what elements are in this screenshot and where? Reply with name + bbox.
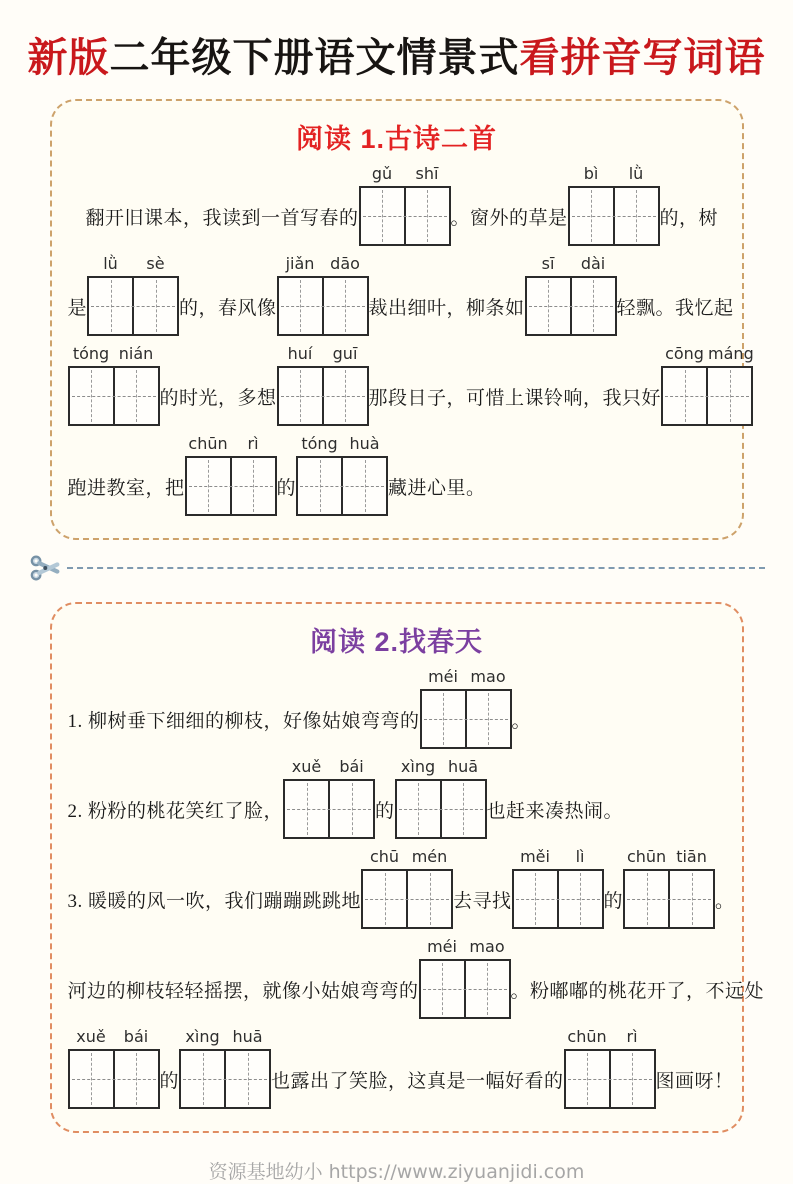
- sentence-text: 的: [159, 1070, 180, 1092]
- answer-box: [68, 344, 160, 426]
- answer-box: [68, 1027, 160, 1109]
- answer-cell[interactable]: [421, 961, 464, 1017]
- answer-cell-wrap: [465, 667, 510, 747]
- pinyin-label: xuě: [291, 757, 322, 776]
- pinyin-label: cōng: [665, 344, 704, 363]
- answer-cell[interactable]: [134, 278, 177, 334]
- pinyin-label: mao: [469, 937, 505, 956]
- pinyin-label: lì: [575, 847, 585, 866]
- section-2-title: 阅读 2.找春天: [309, 627, 484, 657]
- section-1-title: 阅读 1.古诗二首: [295, 124, 498, 154]
- section-reading-1: [50, 99, 754, 540]
- answer-cell-wrap: [613, 164, 658, 244]
- answer-cell-wrap: [322, 344, 367, 424]
- answer-cell-wrap: [464, 937, 509, 1017]
- answer-box: [525, 254, 617, 336]
- answer-cell[interactable]: [615, 188, 658, 244]
- answer-cell-wrap: [279, 254, 322, 334]
- answer-box: [277, 254, 369, 336]
- answer-cell[interactable]: [279, 278, 322, 334]
- answer-cell-wrap: [70, 344, 113, 424]
- worksheet-line: [67, 254, 734, 336]
- answer-box: [359, 164, 451, 246]
- worksheet-line: [68, 1027, 734, 1109]
- answer-box: [179, 1027, 271, 1109]
- answer-cell[interactable]: [70, 368, 113, 424]
- answer-box: [661, 344, 754, 426]
- answer-cell-wrap: [570, 254, 615, 334]
- answer-cell-wrap: [279, 344, 322, 424]
- answer-cell-wrap: [668, 847, 713, 927]
- scissors-icon: [29, 551, 63, 585]
- answer-cell-wrap: [663, 344, 706, 424]
- answer-cell-wrap: [224, 1027, 269, 1107]
- answer-cell-wrap: [132, 254, 177, 334]
- sentence-text: 也赶来凑热闹。: [486, 800, 624, 822]
- sentence-text: 裁出细叶，柳条如: [368, 297, 525, 319]
- pinyin-label: dāo: [330, 254, 360, 273]
- pinyin-label: méi: [427, 937, 457, 956]
- answer-cell-wrap: [404, 164, 449, 244]
- worksheet-line: [67, 434, 726, 516]
- cut-line: [29, 550, 765, 586]
- answer-cell[interactable]: [115, 368, 158, 424]
- answer-box: [277, 344, 369, 426]
- page-title: [0, 0, 793, 83]
- answer-cell-wrap: [113, 1027, 158, 1107]
- answer-cell[interactable]: [324, 278, 367, 334]
- answer-cell-wrap: [361, 164, 404, 244]
- answer-cell-wrap: [187, 434, 230, 514]
- answer-cell-wrap: [113, 344, 158, 424]
- sentence-text: 也露出了笑脸，这真是一幅好看的: [271, 1070, 564, 1092]
- answer-cell-wrap: [285, 757, 328, 837]
- sentence-text: 的，春风像: [179, 297, 277, 319]
- pinyin-label: nián: [118, 344, 154, 363]
- answer-box: [361, 847, 453, 929]
- worksheet-line: [67, 757, 726, 839]
- pinyin-label: tóng: [72, 344, 110, 363]
- answer-cell-wrap: [230, 434, 275, 514]
- sentence-text: 1. 柳树垂下细细的柳枝，好像姑娘弯弯的: [67, 710, 420, 732]
- pinyin-label: xuě: [76, 1027, 106, 1046]
- answer-box: [512, 847, 604, 929]
- pinyin-label: huà: [349, 434, 380, 453]
- answer-cell[interactable]: [298, 458, 341, 514]
- pinyin-label: máng: [708, 344, 754, 363]
- answer-cell[interactable]: [232, 458, 275, 514]
- answer-box: [419, 937, 511, 1019]
- answer-box: [623, 847, 715, 929]
- pinyin-label: méi: [428, 667, 458, 686]
- answer-cell[interactable]: [663, 368, 706, 424]
- sentence-text: 那段日子，可惜上课铃响，我只好: [368, 387, 662, 409]
- pinyin-label: tiān: [676, 847, 707, 866]
- answer-cell[interactable]: [566, 1051, 609, 1107]
- answer-box: [564, 1027, 656, 1109]
- sentence-text: 去寻找: [453, 890, 512, 912]
- worksheet-line: [68, 344, 754, 426]
- sentence-text: 翻开旧课本，我读到一首写春的: [85, 207, 359, 229]
- pinyin-label: guī: [332, 344, 358, 363]
- answer-cell-wrap: [440, 757, 485, 837]
- pinyin-label: bì: [583, 164, 599, 183]
- answer-cell-wrap: [397, 757, 440, 837]
- pinyin-label: huā: [447, 757, 479, 776]
- cut-dash-line: [67, 567, 765, 569]
- page-title-part3: 看拼音写词语: [519, 35, 766, 80]
- pinyin-label: lǜ: [103, 254, 118, 273]
- answer-cell-wrap: [609, 1027, 654, 1107]
- answer-cell[interactable]: [324, 368, 367, 424]
- answer-cell[interactable]: [442, 781, 485, 837]
- answer-cell-wrap: [89, 254, 132, 334]
- pinyin-label: gǔ: [371, 164, 393, 183]
- answer-cell[interactable]: [570, 188, 613, 244]
- sentence-text: 的: [375, 800, 395, 822]
- answer-cell-wrap: [341, 434, 386, 514]
- answer-cell[interactable]: [181, 1051, 224, 1107]
- answer-cell-wrap: [328, 757, 373, 837]
- answer-cell[interactable]: [226, 1051, 269, 1107]
- answer-cell[interactable]: [70, 1051, 113, 1107]
- answer-cell[interactable]: [89, 278, 132, 334]
- answer-cell[interactable]: [572, 278, 615, 334]
- answer-cell-wrap: [421, 937, 464, 1017]
- pinyin-label: chū: [369, 847, 400, 866]
- answer-box: [568, 164, 660, 246]
- answer-cell-wrap: [422, 667, 465, 747]
- page-title-part1: 新版: [27, 35, 110, 80]
- pinyin-label: chūn: [567, 1027, 607, 1046]
- answer-cell[interactable]: [115, 1051, 158, 1107]
- sentence-text: 。窗外的草是: [450, 207, 568, 229]
- answer-box: [185, 434, 277, 516]
- sentence-text: 的时光，多想: [159, 387, 277, 409]
- sentence-text: 跑进教室，把: [67, 477, 185, 499]
- answer-box: [420, 667, 512, 749]
- pinyin-label: shī: [415, 164, 439, 183]
- worksheet-line: [67, 847, 735, 929]
- answer-box: [283, 757, 375, 839]
- pinyin-label: chūn: [188, 434, 228, 453]
- answer-cell-wrap: [570, 164, 613, 244]
- sentence-text: 河边的柳枝轻轻摇摆，就像小姑娘弯弯的: [67, 980, 419, 1002]
- sentence-text: 图画呀！: [655, 1070, 734, 1092]
- sentence-text: 。: [715, 890, 735, 912]
- pinyin-label: xìng: [185, 1027, 220, 1046]
- answer-cell-wrap: [181, 1027, 224, 1107]
- pinyin-label: chūn: [626, 847, 667, 866]
- pinyin-label: rì: [626, 1027, 638, 1046]
- sentence-text: 轻飘。我忆起: [616, 297, 734, 319]
- answer-box: [395, 757, 487, 839]
- sentence-text: 是: [67, 297, 88, 319]
- answer-cell-wrap: [298, 434, 341, 514]
- pinyin-label: mao: [470, 667, 506, 686]
- section-reading-2: [50, 602, 765, 1133]
- worksheet-line: [67, 667, 726, 749]
- answer-cell-wrap: [70, 1027, 113, 1107]
- answer-cell-wrap: [625, 847, 668, 927]
- pinyin-label: sī: [541, 254, 555, 273]
- answer-cell[interactable]: [611, 1051, 654, 1107]
- sentence-text: 。: [511, 710, 532, 732]
- answer-cell[interactable]: [187, 458, 230, 514]
- answer-cell-wrap: [566, 1027, 609, 1107]
- answer-cell[interactable]: [279, 368, 322, 424]
- section-2-lines: [67, 667, 765, 1109]
- pinyin-label: bái: [123, 1027, 149, 1046]
- answer-cell[interactable]: [397, 781, 440, 837]
- answer-cell-wrap: [706, 344, 754, 424]
- pinyin-label: huā: [232, 1027, 263, 1046]
- answer-cell[interactable]: [361, 188, 404, 244]
- pinyin-label: bái: [339, 757, 364, 776]
- answer-cell[interactable]: [330, 781, 373, 837]
- answer-cell[interactable]: [406, 188, 449, 244]
- pinyin-label: sè: [146, 254, 165, 273]
- answer-cell[interactable]: [466, 961, 509, 1017]
- pinyin-label: tóng: [301, 434, 338, 453]
- answer-cell[interactable]: [408, 871, 451, 927]
- answer-cell-wrap: [527, 254, 570, 334]
- answer-cell[interactable]: [422, 691, 465, 747]
- answer-cell[interactable]: [559, 871, 602, 927]
- pinyin-label: měi: [520, 847, 550, 866]
- answer-cell[interactable]: [343, 458, 386, 514]
- answer-box: [87, 254, 179, 336]
- pinyin-label: huí: [287, 344, 313, 363]
- worksheet-line: [67, 937, 765, 1019]
- page-title-part2: 二年级下册语文情景式: [109, 35, 520, 80]
- sentence-text: 2. 粉粉的桃花笑红了脸，: [67, 800, 284, 822]
- answer-box: [296, 434, 388, 516]
- pinyin-label: dài: [580, 254, 606, 273]
- answer-cell[interactable]: [514, 871, 557, 927]
- answer-cell[interactable]: [625, 871, 668, 927]
- pinyin-label: rì: [247, 434, 259, 453]
- answer-cell[interactable]: [467, 691, 510, 747]
- pinyin-label: xìng: [400, 757, 436, 776]
- sentence-text: 3. 暖暖的风一吹，我们蹦蹦跳跳地: [67, 890, 362, 912]
- sentence-text: 的: [276, 477, 297, 499]
- pinyin-label: mén: [411, 847, 448, 866]
- answer-cell-wrap: [363, 847, 406, 927]
- sentence-text: 的，树: [659, 207, 719, 229]
- sentence-text: 藏进心里。: [388, 477, 486, 499]
- answer-cell[interactable]: [527, 278, 570, 334]
- sentence-text: 。粉嘟嘟的桃花开了，不远处: [510, 980, 765, 1002]
- answer-cell-wrap: [322, 254, 367, 334]
- sentence-text: 的: [603, 890, 624, 912]
- worksheet-line: [68, 164, 726, 246]
- answer-cell-wrap: [406, 847, 451, 927]
- answer-cell-wrap: [557, 847, 602, 927]
- pinyin-label: jiǎn: [285, 254, 315, 273]
- pinyin-label: lǜ: [628, 164, 644, 183]
- answer-cell[interactable]: [708, 368, 751, 424]
- answer-cell-wrap: [514, 847, 557, 927]
- section-1-lines: [67, 164, 754, 516]
- answer-cell[interactable]: [285, 781, 328, 837]
- footer-credit: 资源基地幼小 https://www.ziyuanjidi.com: [208, 1161, 585, 1183]
- answer-cell[interactable]: [363, 871, 406, 927]
- answer-cell[interactable]: [670, 871, 713, 927]
